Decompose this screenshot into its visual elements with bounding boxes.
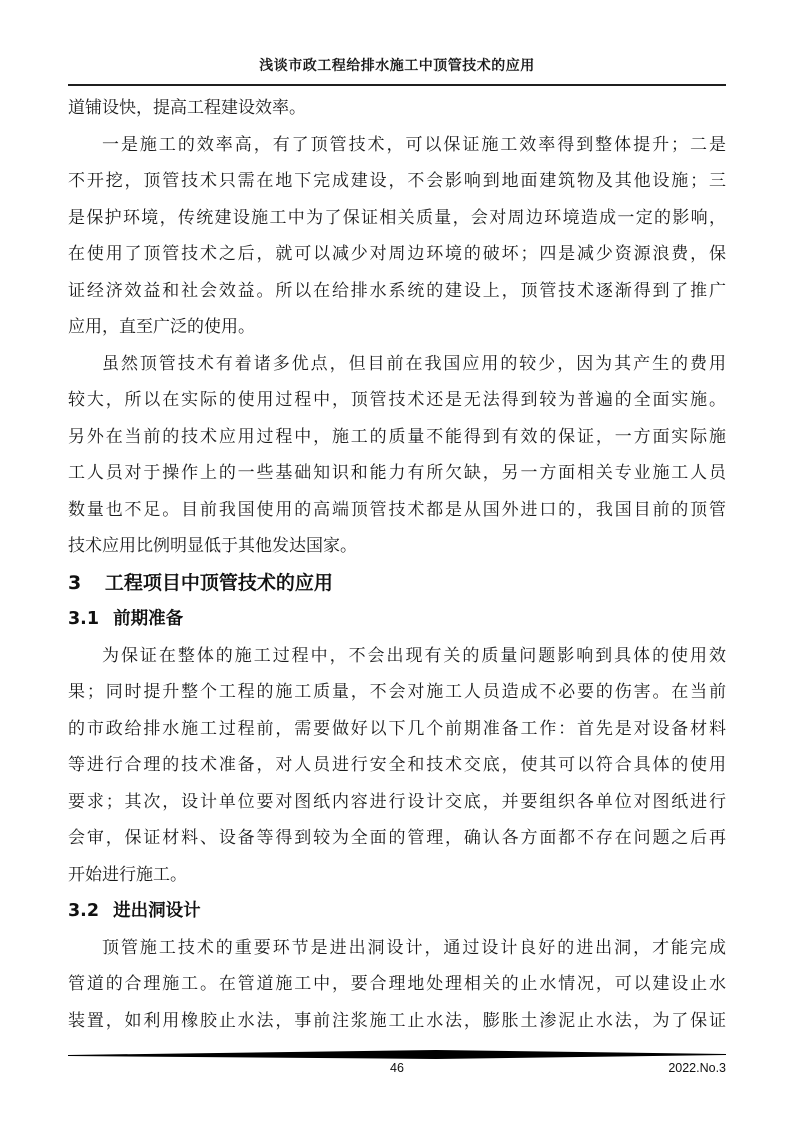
text-line: 工人员对于操作上的一些基础知识和能力有所欠缺，另一方面相关专业施工人员 — [68, 463, 726, 483]
paragraph — [68, 638, 726, 894]
heading-number: 3.1 — [68, 609, 100, 629]
page-footer — [68, 1050, 726, 1077]
paragraph — [68, 127, 726, 346]
heading-number: 3.2 — [68, 901, 100, 921]
text-line: 管道的合理施工。在管道施工中，要合理地处理相关的止水情况，可以建设止水 — [68, 974, 726, 994]
text-line: 道铺设快，提高工程建设效率。 — [68, 98, 306, 118]
footer-row — [68, 1061, 726, 1077]
page-number: 46 — [390, 1061, 404, 1075]
text-line: 证经济效益和社会效益。所以在给排水系统的建设上，顶管技术逐渐得到了推广 — [68, 280, 726, 301]
text-line: 顶管施工技术的重要环节是进出洞设计，通过设计良好的进出洞，才能完成 — [102, 937, 726, 958]
subsection-heading-3-1 — [68, 601, 726, 638]
text-line: 虽然顶管技术有着诸多优点，但目前在我国应用的较少，因为其产生的费用 — [102, 353, 726, 374]
page-header — [68, 57, 726, 86]
header-rule — [68, 84, 726, 86]
heading-text: 前期准备 — [113, 609, 184, 629]
text-line: 数量也不足。目前我国使用的高端顶管技术都是从国外进口的，我国目前的顶管 — [68, 499, 726, 520]
text-line: 会审，保证材料、设备等得到较为全面的管理，确认各方面都不存在问题之后再 — [68, 828, 726, 848]
text-line: 应用，直至广泛的使用。 — [68, 317, 255, 337]
heading-text: 进出洞设计 — [113, 901, 201, 921]
text-line: 不开挖，顶管技术只需在地下完成建设，不会影响到地面建筑物及其他设施；三 — [68, 171, 726, 191]
issue-label: 2022.No.3 — [668, 1061, 726, 1075]
heading-number: 3 — [68, 571, 82, 594]
text-line: 在使用了顶管技术之后，就可以减少对周边环境的破坏；四是减少资源浪费，保 — [68, 244, 726, 264]
paragraph — [68, 930, 726, 1040]
subsection-heading-3-2 — [68, 893, 726, 930]
text-line: 较大，所以在实际的使用过程中，顶管技术还是无法得到较为普遍的全面实施。 — [68, 390, 726, 410]
text-line: 为保证在整体的施工过程中，不会出现有关的质量问题影响到具体的使用效 — [102, 645, 726, 666]
text-line: 一是施工的效率高，有了顶管技术，可以保证施工效率得到整体提升；二是 — [102, 134, 726, 155]
text-line: 等进行合理的技术准备，对人员进行安全和技术交底，使其可以符合具体的使用 — [68, 755, 726, 775]
footer-bar — [68, 1050, 726, 1059]
section-heading-3 — [68, 565, 726, 602]
document-body — [68, 90, 726, 1039]
text-line: 的市政给排水施工过程前，需要做好以下几个前期准备工作：首先是对设备材料 — [68, 718, 726, 739]
text-line: 是保护环境，传统建设施工中为了保证相关质量，会对周边环境造成一定的影响， — [68, 207, 726, 228]
text-line: 果；同时提升整个工程的施工质量，不会对施工人员造成不必要的伤害。在当前 — [68, 682, 726, 702]
text-line: 另外在当前的技术应用过程中，施工的质量不能得到有效的保证，一方面实际施 — [68, 426, 726, 447]
text-line: 开始进行施工。 — [68, 864, 187, 885]
text-line: 装置，如利用橡胶止水法，事前注浆施工止水法，膨胀土渗泥止水法，为了保证 — [68, 1010, 726, 1031]
header-title: 浅谈市政工程给排水施工中顶管技术的应用 — [259, 58, 535, 74]
paragraph-continued — [68, 90, 726, 127]
paragraph — [68, 346, 726, 565]
text-line: 要求；其次，设计单位要对图纸内容进行设计交底，并要组织各单位对图纸进行 — [68, 791, 726, 812]
text-line: 技术应用比例明显低于其他发达国家。 — [68, 536, 357, 556]
heading-text: 工程项目中顶管技术的应用 — [104, 571, 333, 594]
